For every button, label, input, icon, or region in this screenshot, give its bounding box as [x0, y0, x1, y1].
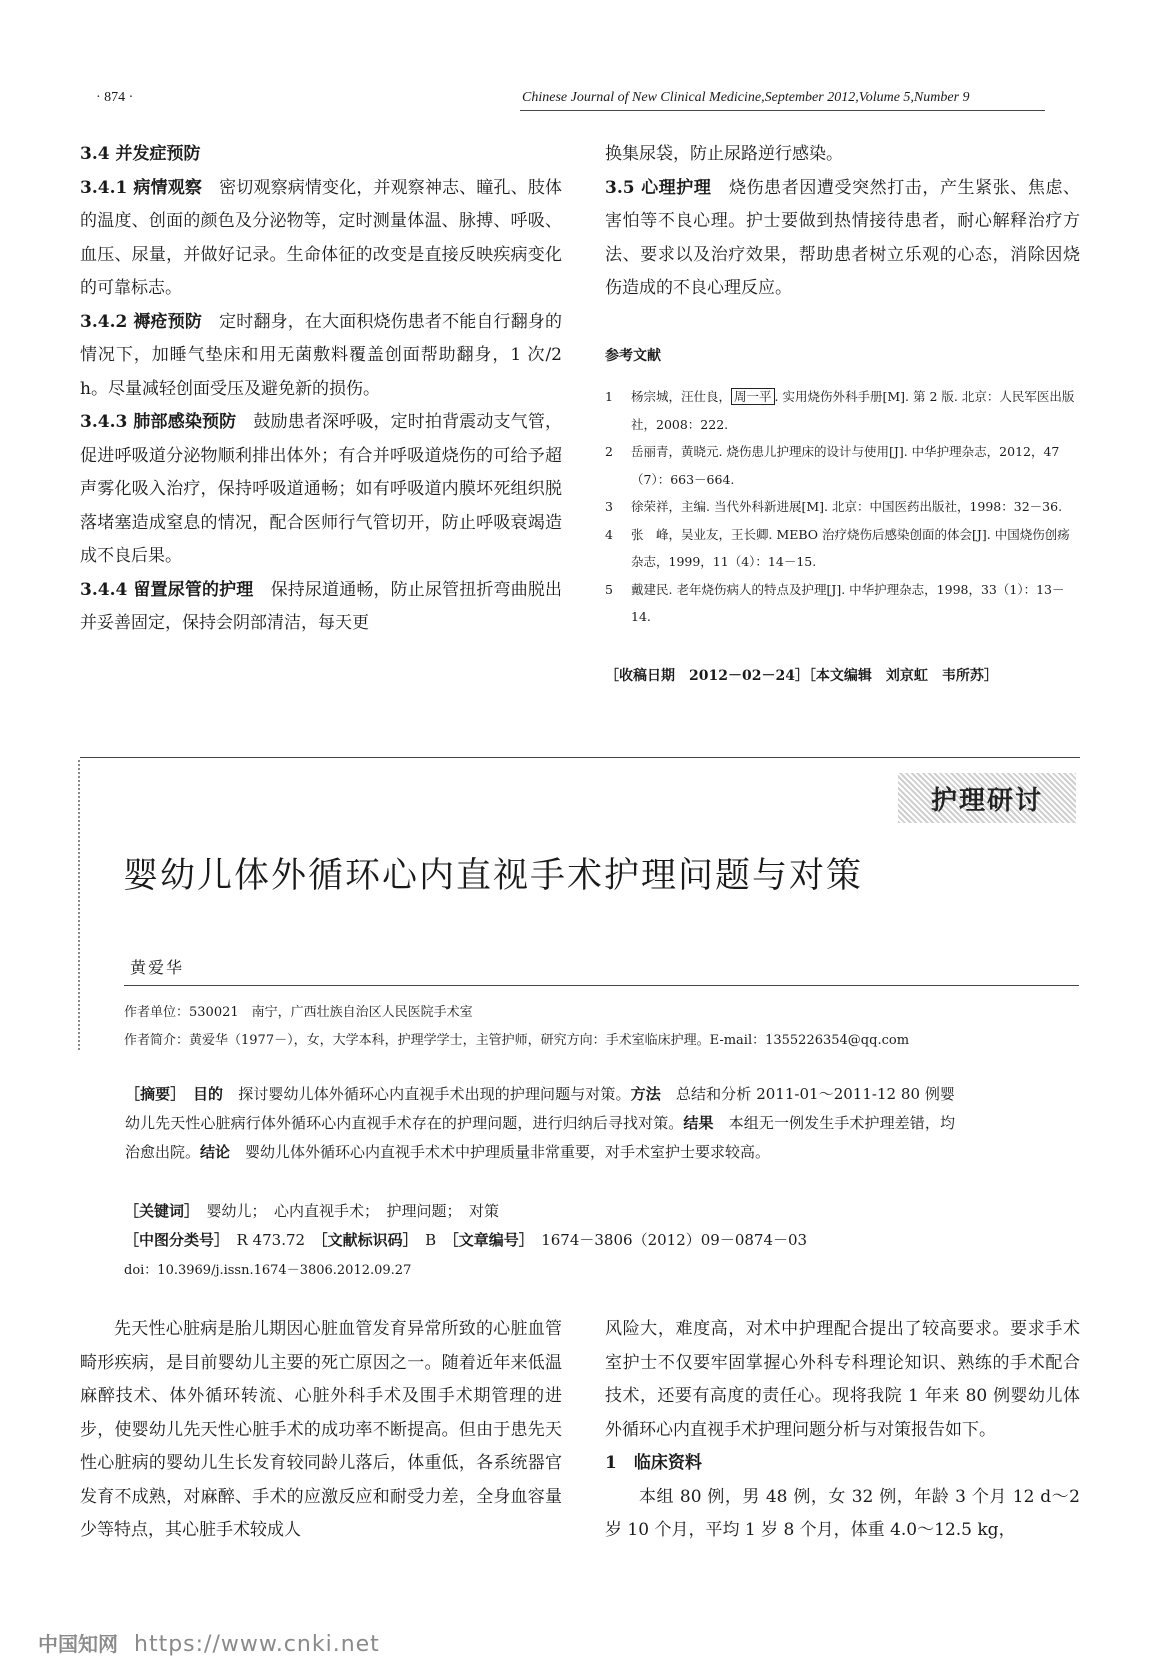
paragraph-3-4-2: [80, 306, 562, 407]
article-top-rule: [80, 757, 1080, 758]
keywords-text: 婴幼儿； 心内直视手术； 护理问题； 对策: [206, 1202, 500, 1220]
top-left-column: [80, 138, 562, 641]
conclusion-text: 婴幼儿体外循环心内直视手术术中护理质量非常重要，对手术室护士要求较高。: [245, 1143, 771, 1161]
text-3-4-3: 鼓励患者深呼吸，定时拍背震动支气管，促进呼吸道分泌物顺利排出体外；有合并呼吸道烧伤的可给予超声雾化吸入治疗，保持呼吸道通畅；如有呼吸道内膜坏死组织脱落堵塞造成窒息的情况，配合医师行气管切开，防止呼吸衰竭造成不良后果。: [80, 412, 563, 566]
reference-item: [605, 521, 1080, 576]
cnki-url: https://www.cnki.net: [134, 1632, 380, 1657]
text-3-4-4: 保持尿道通畅，防止尿管扭折弯曲脱出并妥善固定，保持会阴部清洁，每天更: [80, 579, 563, 633]
text-3-5: 烧伤患者因遭受突然打击，产生紧张、焦虑、害怕等不良心理。护士要做到热情接待患者，耐心解释治疗方法、要求以及治疗效果，帮助患者树立乐观的心态，消除因烧伤造成的不良心理反应。: [605, 177, 1081, 298]
section-heading-3-4: 3.4 并发症预防: [80, 144, 201, 164]
doc-code-value: B: [425, 1231, 437, 1249]
body-paragraph: 先天性心脏病是胎儿期因心脏血管发育异常所致的心脏血管畸形疾病，是目前婴幼儿主要的死亡原因之一。随着近年来低温麻醉技术、体外循环转流、心脏外科手术及围手术期管理的进步，使婴幼儿先天性心脏手术的成功率不断提高。但由于患先天性心脏病的婴幼儿生长发育较同龄儿落后，体重低，各系统器官发育不成熟，对麻醉、手术的应激反应和耐受力差，全身血容量少等特点，其心脏手术较成人: [80, 1319, 562, 1540]
body-left-column: [80, 1313, 562, 1548]
doi: doi：10.3969/j.issn.1674－3806.2012.09.27: [124, 1263, 412, 1278]
clc-label: ［中图分类号］: [124, 1231, 222, 1249]
reference-text: 戴建民. 老年烧伤病人的特点及护理[J]. 中华护理杂志，1998，33（1）：13－14.: [631, 581, 1065, 624]
reference-item: [605, 493, 1080, 521]
results-label: 结果: [683, 1114, 714, 1132]
reference-number: 2: [605, 444, 613, 459]
paragraph-3-5: [605, 172, 1080, 306]
reference-text: 杨宗城，汪仕良，: [631, 389, 732, 404]
abstract-label: ［摘要］: [125, 1085, 178, 1103]
text-3-4-2: 定时翻身，在大面积烧伤患者不能自行翻身的情况下，加睡气垫床和用无菌敷料覆盖创面帮助翻身，1 次/2 h。尽量减轻创面受压及避免新的损伤。: [80, 311, 563, 399]
body-right-column: [605, 1313, 1080, 1548]
reference-item: [605, 438, 1080, 493]
heading-3-4-1: 3.4.1 病情观察: [80, 177, 202, 198]
body-paragraph: 风险大，难度高，对术中护理配合提出了较高要求。要求手术室护士不仅要牢固掌握心外科专科理论知识、熟练的手术配合技术，还要有高度的责任心。现将我院 1 年来 80 例婴幼儿体外循环心内直视手术护理问题分析与对策报告如下。: [605, 1319, 1080, 1440]
section-tag: 护理研讨: [898, 773, 1076, 823]
objective-label: 目的: [192, 1085, 224, 1103]
header-rule: [520, 110, 1045, 111]
classification-line: [124, 1229, 807, 1250]
top-right-column: [605, 138, 1080, 306]
author-affiliation: 作者单位：530021 南宁，广西壮族自治区人民医院手术室: [124, 1005, 473, 1020]
author-bio: 作者简介：黄爱华（1977－），女，大学本科，护理学学士，主管护师，研究方向：手术室临床护理。E-mail：1355226354@qq.com: [124, 1033, 910, 1048]
cnki-brand: 中国知网: [38, 1632, 118, 1656]
received-date-line: ［收稿日期 2012－02－24］［本文编辑 刘京虹 韦所苏］: [605, 668, 998, 684]
continued-text: 换集尿袋，防止尿路逆行感染。: [605, 144, 843, 164]
author-name: 黄爱华: [130, 958, 185, 977]
conclusion-label: 结论: [200, 1143, 231, 1161]
reference-number: 4: [605, 526, 613, 542]
abstract: [125, 1080, 955, 1167]
reference-number: 5: [605, 581, 613, 597]
reference-item: [605, 383, 1080, 438]
section-heading-1: 1 临床资料: [605, 1453, 702, 1473]
heading-3-4-3: 3.4.3 肺部感染预防: [80, 412, 237, 432]
reference-text: 岳丽青，黄晓元. 烧伤患儿护理床的设计与使用[J]. 中华护理杂志，2012，47（7）：663－664.: [631, 444, 1060, 487]
clc-value: R 473.72: [236, 1231, 306, 1249]
reference-text: 徐荣祥，主编. 当代外科新进展[M]. 北京：中国医药出版社，1998：32－36.: [631, 499, 1063, 514]
reference-number: 3: [605, 499, 613, 514]
journal-running-header: Chinese Journal of New Clinical Medicine,September 2012,Volume 5,Number 9: [522, 90, 970, 105]
boxed-author: 周一平: [731, 388, 775, 405]
paragraph-3-4-1: [80, 172, 562, 306]
text-3-4-1: 密切观察病情变化，并观察神志、瞳孔、肢体的温度、创面的颜色及分泌物等，定时测量体温、脉搏、呼吸、血压、尿量，并做好记录。生命体征的改变是直接反映疾病变化的可靠标志。: [80, 177, 563, 298]
reference-item: [605, 576, 1080, 631]
paragraph-3-4-4: [80, 574, 562, 641]
reference-text: . 实用烧伤外科手册[M]. 第 2 版. 北京：人民军医出版社，2008：222.: [631, 389, 1075, 432]
article-number-value: 1674－3806（2012）09－0874－03: [541, 1231, 808, 1249]
cnki-watermark: [38, 1628, 380, 1657]
page-number: · 874 ·: [96, 90, 134, 105]
doc-code-label: ［文献标识码］: [320, 1231, 411, 1249]
methods-text: 总结和分析 2011-01～2011-12 80 例婴幼儿先天性心脏病行体外循环心内直视手术存在的护理问题，进行归纳后寻找对策。: [125, 1085, 955, 1132]
keywords-label: ［关键词］: [124, 1202, 192, 1220]
author-rule: [124, 985, 1079, 986]
paragraph-3-4-3: [80, 406, 562, 574]
keywords-line: [124, 1200, 499, 1221]
article-title: 婴幼儿体外循环心内直视手术护理问题与对策: [123, 856, 864, 896]
reference-text: 张 峰，吴业友，王长卿. MEBO 治疗烧伤后感染创面的体会[J]. 中国烧伤创疡杂志，1999，11（4）：14－15.: [631, 526, 1070, 569]
dotted-margin-line: [78, 760, 80, 1050]
body-paragraph: 本组 80 例，男 48 例，女 32 例，年龄 3 个月 12 d～2 岁 10 个月，平均 1 岁 8 个月，体重 4.0～12.5 kg，: [605, 1486, 1080, 1540]
reference-list: [605, 383, 1080, 631]
heading-3-5: 3.5 心理护理: [605, 177, 712, 198]
references-title: 参考文献: [605, 348, 661, 364]
article-number-label: ［文章编号］: [451, 1231, 527, 1249]
results-text: 本组无一例发生手术护理差错，均治愈出院。: [125, 1114, 955, 1161]
objective-text: 探讨婴幼儿体外循环心内直视手术出现的护理问题与对策。: [238, 1085, 631, 1103]
heading-3-4-2: 3.4.2 褥疮预防: [80, 311, 202, 332]
heading-3-4-4: 3.4.4 留置尿管的护理: [80, 579, 254, 600]
reference-number: 1: [605, 389, 613, 404]
methods-label: 方法: [630, 1085, 661, 1103]
